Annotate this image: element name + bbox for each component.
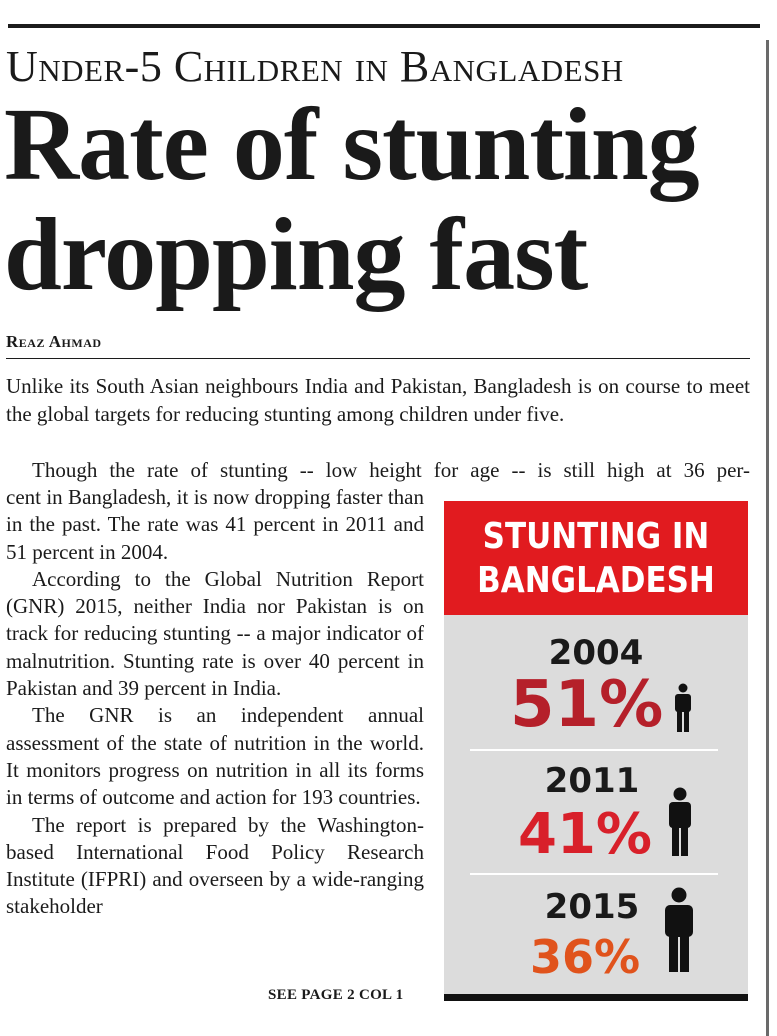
body-paragraph: According to the Global Nutrition Report (GNR) 2015, neither India nor Pakistan is on track for reducing stunting -- a major indicator of malnutrition. Stunting rate is over 40 percent in Pakistan and 39 percent in India.	[6, 566, 424, 701]
person-icon	[666, 787, 694, 857]
paragraph-2-start	[6, 456, 750, 484]
headline	[4, 87, 764, 312]
body-paragraph: The GNR is an independent annual assessment of the state of nutrition in the world. It monitors progress on nutrition in all its forms in terms of outcome and action for 193 countries.	[6, 703, 424, 810]
body-column	[6, 484, 424, 921]
entry-2015	[444, 879, 748, 999]
headline-line-1: Rate of stunting	[4, 87, 699, 202]
kicker: Under-5 Children in Bangladesh	[6, 42, 624, 91]
infographic-title-line-1: STUNTING IN	[482, 516, 710, 557]
infographic-header	[444, 501, 748, 615]
infographic-bottom-bar	[444, 994, 748, 1001]
person-icon	[672, 683, 694, 733]
year-label: 2015	[544, 887, 640, 927]
jump-line: SEE PAGE 2 COL 1	[268, 987, 404, 1003]
column-rule	[766, 40, 769, 1036]
separator	[470, 873, 718, 875]
percent-value: 51%	[510, 668, 664, 742]
body-paragraph: The report is prepared by the Washington-based International Food Policy Research Institute (IFPRI) and overseen by a wide-ranging stakeholder	[6, 812, 424, 919]
byline: Reaz Ahmad	[6, 332, 102, 351]
year-label: 2004	[548, 633, 644, 673]
headline-line-2: dropping fast	[4, 197, 588, 312]
person-icon	[662, 887, 696, 973]
entry-2004	[444, 625, 748, 745]
entry-2011	[444, 753, 748, 873]
infographic-title-line-2: BANGLADESH	[477, 560, 715, 601]
lead-paragraph	[6, 372, 750, 428]
percent-value: 36%	[530, 930, 641, 984]
lead-text: Unlike its South Asian neighbours India and Pakistan, Bangladesh is on course to meet the global targets for reducing stunting among children under five.	[6, 374, 750, 426]
year-label: 2011	[544, 761, 640, 801]
body-paragraph: cent in Bangladesh, it is now dropping faster than in the past. The rate was 41 percent in 2011 and 51 percent in 2004.	[6, 485, 424, 564]
paragraph-2-line: Though the rate of stunting -- low height for age -- is still high at 36 per-	[32, 458, 750, 482]
stunting-infographic	[444, 501, 748, 1001]
byline-rule	[6, 358, 750, 359]
separator	[470, 749, 718, 751]
top-rule	[8, 24, 760, 28]
percent-value: 41%	[518, 802, 653, 867]
